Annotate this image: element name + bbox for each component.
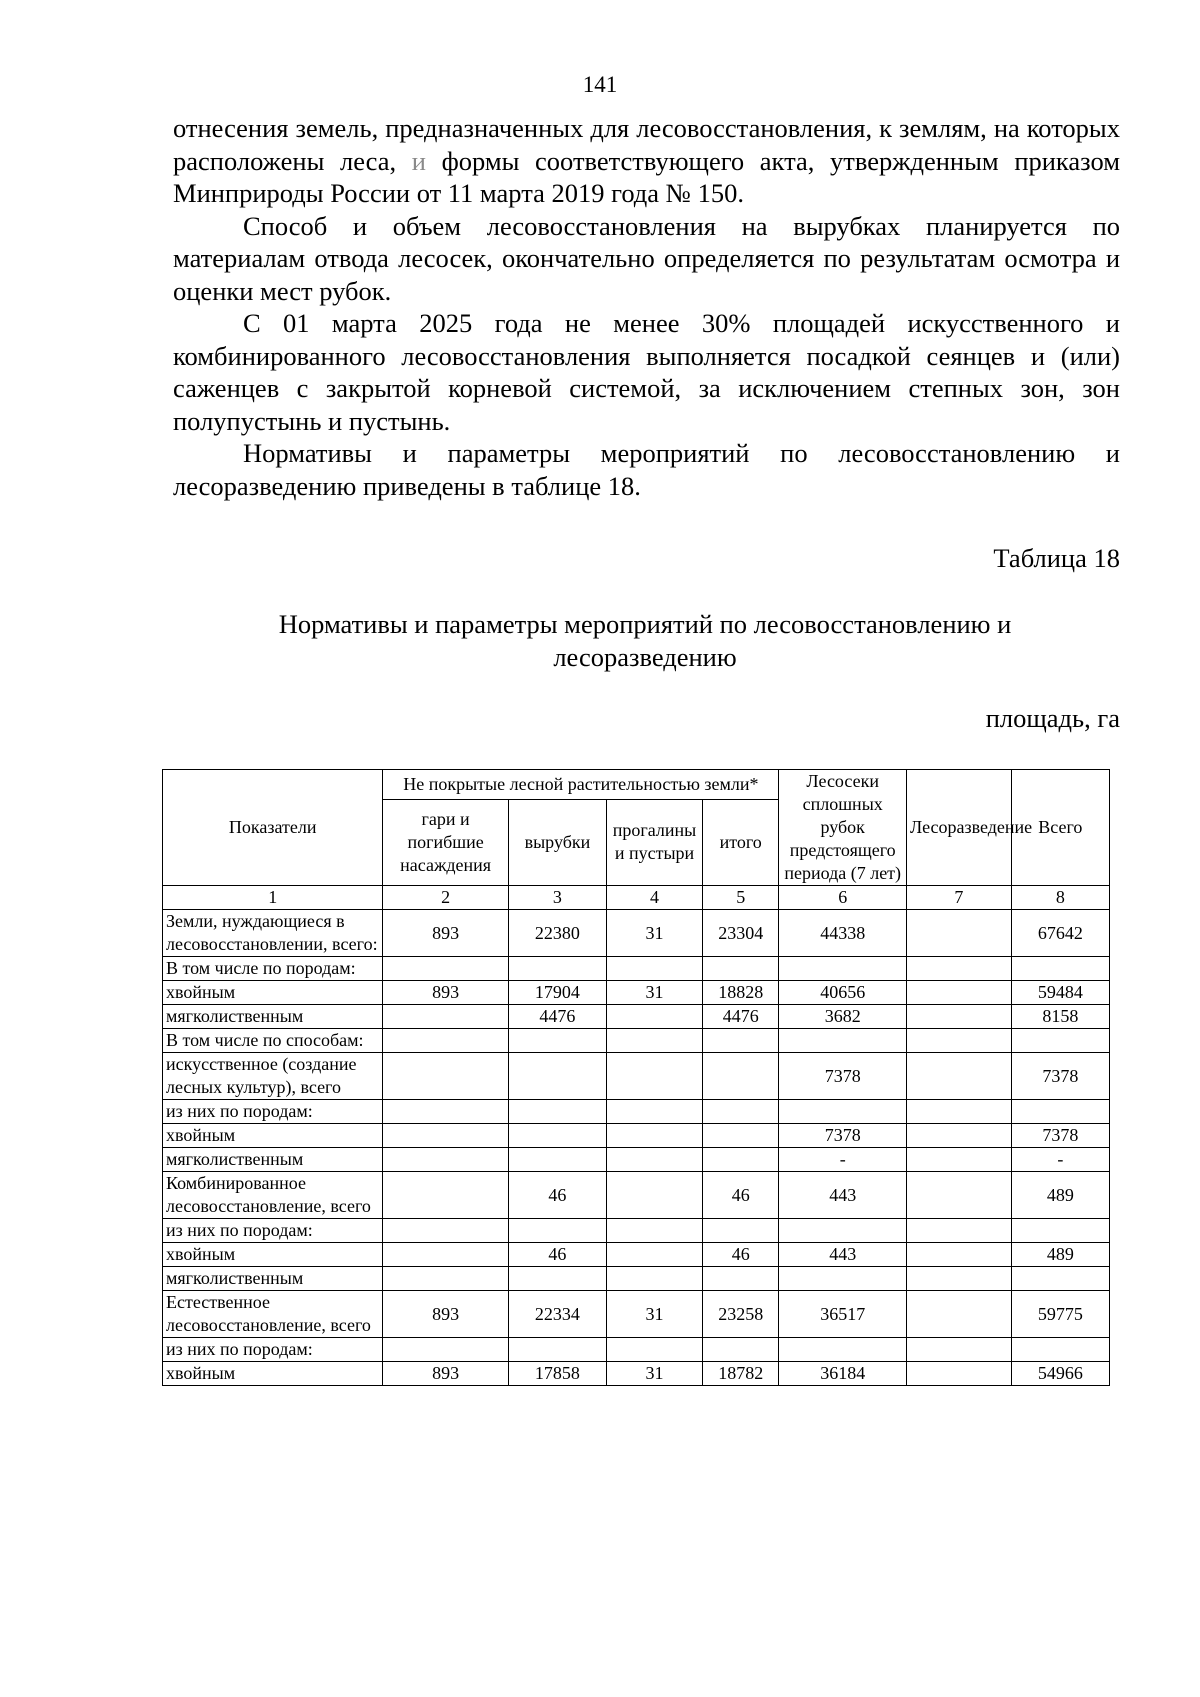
table-cell: 17858 (508, 1362, 606, 1386)
table-cell (703, 1124, 779, 1148)
table-cell: 893 (383, 1291, 508, 1338)
row-label: В том числе по породам: (163, 957, 383, 981)
table-row (163, 1053, 1110, 1100)
table-cell (1011, 1267, 1109, 1291)
row-label: В том числе по способам: (163, 1029, 383, 1053)
table-cell (1011, 1219, 1109, 1243)
table-label: Таблица 18 (993, 543, 1120, 573)
table-row (163, 1338, 1110, 1362)
table-row (163, 1148, 1110, 1172)
table-cell (508, 957, 606, 981)
table-cell: 31 (607, 1362, 703, 1386)
paragraph-1-part-c: формы соответствующего акта, утвержденным приказом Минприроды России от 11 марта 2019 года № 150. (173, 145, 1120, 208)
header-clearcuts: вырубки (508, 799, 606, 885)
table-cell (779, 1100, 907, 1124)
table-cell (607, 1100, 703, 1124)
table-cell: 893 (383, 1362, 508, 1386)
table-cell: 489 (1011, 1243, 1109, 1267)
row-label: Естественное лесовосстановление, всего (163, 1291, 383, 1338)
column-number-row (163, 886, 1110, 910)
table-cell (607, 1148, 703, 1172)
table-cell (907, 1338, 1012, 1362)
table-header (163, 770, 1110, 910)
table-cell: 67642 (1011, 910, 1109, 957)
row-label: из них по породам: (163, 1100, 383, 1124)
table-cell (607, 1172, 703, 1219)
table-cell (907, 1005, 1012, 1029)
table-row (163, 1219, 1110, 1243)
table-row (163, 981, 1110, 1005)
table-cell (907, 1124, 1012, 1148)
table-cell (383, 1219, 508, 1243)
table-cell (383, 957, 508, 981)
table-cell (703, 1029, 779, 1053)
table-cell (779, 1267, 907, 1291)
table-cell (607, 1219, 703, 1243)
column-number: 2 (383, 886, 508, 910)
table-cell (383, 1172, 508, 1219)
table-row (163, 1100, 1110, 1124)
paragraph-1 (173, 112, 1120, 210)
column-number: 5 (703, 886, 779, 910)
table-cell (383, 1100, 508, 1124)
table-cell: 7378 (1011, 1053, 1109, 1100)
table-cell (508, 1338, 606, 1362)
table-cell (907, 1243, 1012, 1267)
row-label: хвойным (163, 1362, 383, 1386)
paragraph-3: С 01 марта 2025 года не менее 30% площадей искусственного и комбинированного лесовосстановления выполняется посадкой сеянцев и (или) саженцев с закрытой корневой системой, за исключением степных зон, зон полупустынь и пустынь. (173, 308, 1120, 436)
table-cell (383, 1338, 508, 1362)
table-row (163, 1172, 1110, 1219)
reforestation-table (162, 769, 1110, 1386)
row-label: искусственное (создание лесных культур), всего (163, 1053, 383, 1100)
table-cell (703, 1338, 779, 1362)
table-cell (907, 1267, 1012, 1291)
table-cell (1011, 1029, 1109, 1053)
table-cell (607, 1053, 703, 1100)
table-cell: 4476 (703, 1005, 779, 1029)
table-cell (508, 1148, 606, 1172)
table-cell: 31 (607, 981, 703, 1005)
table-cell (508, 1219, 606, 1243)
table-cell (907, 981, 1012, 1005)
table-cell: 443 (779, 1172, 907, 1219)
table-cell (383, 1267, 508, 1291)
column-number: 1 (163, 886, 383, 910)
table-cell: 22334 (508, 1291, 606, 1338)
table-cell: 36517 (779, 1291, 907, 1338)
table-row (163, 1362, 1110, 1386)
table-cell (779, 1029, 907, 1053)
table-cell (383, 1005, 508, 1029)
table-row (163, 1291, 1110, 1338)
table-cell (508, 1053, 606, 1100)
table-cell: 46 (703, 1243, 779, 1267)
table-cell (779, 1219, 907, 1243)
table-cell (703, 1219, 779, 1243)
table-cell: 59775 (1011, 1291, 1109, 1338)
table-cell (383, 1148, 508, 1172)
table-cell: 22380 (508, 910, 606, 957)
table-cell: 7378 (1011, 1124, 1109, 1148)
table-row (163, 1243, 1110, 1267)
table-cell: 59484 (1011, 981, 1109, 1005)
table-cell: 23304 (703, 910, 779, 957)
table-cell: 18828 (703, 981, 779, 1005)
table-cell (383, 1053, 508, 1100)
table-cell: 23258 (703, 1291, 779, 1338)
header-burned: гари и погибшие насаждения (383, 799, 508, 885)
header-glades: прогалины и пустыри (607, 799, 703, 885)
table-cell (383, 1029, 508, 1053)
table-units: площадь, га (985, 703, 1120, 733)
table-cell: 18782 (703, 1362, 779, 1386)
table-cell (907, 1172, 1012, 1219)
table-cell (907, 910, 1012, 957)
table-cell (703, 1053, 779, 1100)
row-label: хвойным (163, 1243, 383, 1267)
table-row (163, 957, 1110, 981)
table-cell (703, 1100, 779, 1124)
table-cell (779, 957, 907, 981)
header-not-covered-group: Не покрытые лесной растительностью земли* (383, 770, 779, 800)
table-title-line-1: Нормативы и параметры мероприятий по лесовосстановлению и (278, 609, 1012, 639)
table-cell (907, 1029, 1012, 1053)
row-label: мягколиственным (163, 1005, 383, 1029)
table-cell (607, 957, 703, 981)
table-cell (1011, 1338, 1109, 1362)
table-body (163, 910, 1110, 1386)
table-row (163, 1124, 1110, 1148)
table-cell: 44338 (779, 910, 907, 957)
paragraph-1-conjunction: и (411, 145, 426, 176)
table-cell: - (779, 1148, 907, 1172)
table-cell (1011, 957, 1109, 981)
row-label: Земли, нуждающиеся в лесовосстановлении, всего: (163, 910, 383, 957)
table-cell: 46 (508, 1243, 606, 1267)
table-cell (607, 1005, 703, 1029)
table-cell: - (1011, 1148, 1109, 1172)
row-label: мягколиственным (163, 1267, 383, 1291)
table-cell: 46 (703, 1172, 779, 1219)
table-cell (607, 1124, 703, 1148)
row-label: хвойным (163, 1124, 383, 1148)
table-row (163, 1267, 1110, 1291)
paragraph-4: Нормативы и параметры мероприятий по лесовосстановлению и лесоразведению приведены в таблице 18. (173, 438, 1120, 501)
table-cell (508, 1124, 606, 1148)
table-cell: 36184 (779, 1362, 907, 1386)
column-number: 7 (907, 886, 1012, 910)
header-subtotal: итого (703, 799, 779, 885)
header-afforestation: Лесоразведение (907, 770, 1012, 886)
row-label: из них по породам: (163, 1338, 383, 1362)
column-number: 8 (1011, 886, 1109, 910)
table-cell (383, 1124, 508, 1148)
header-total: Всего (1011, 770, 1109, 886)
table-cell (508, 1267, 606, 1291)
table-cell: 7378 (779, 1124, 907, 1148)
table-cell: 8158 (1011, 1005, 1109, 1029)
table-cell: 893 (383, 910, 508, 957)
table-cell (779, 1338, 907, 1362)
header-indicators: Показатели (163, 770, 383, 886)
paragraph-1-part-a: отнесения земель, предназначенных для лесовосстановления, к землям, на которых расположены леса, (173, 113, 1120, 176)
table-cell (607, 1338, 703, 1362)
table-title (180, 608, 1110, 674)
table-cell: 46 (508, 1172, 606, 1219)
table-cell (607, 1267, 703, 1291)
table-cell: 31 (607, 910, 703, 957)
table-cell: 7378 (779, 1053, 907, 1100)
table-cell: 3682 (779, 1005, 907, 1029)
table-cell (907, 1291, 1012, 1338)
table-cell (607, 1029, 703, 1053)
paragraph-2: Способ и объем лесовосстановления на вырубках планируется по материалам отвода лесосек, окончательно определяется по результатам осмотра и оценки мест рубок. (173, 210, 1120, 306)
column-number: 4 (607, 886, 703, 910)
table-cell (907, 1053, 1012, 1100)
table-cell: 489 (1011, 1172, 1109, 1219)
table-cell: 31 (607, 1291, 703, 1338)
body-text (173, 112, 1120, 502)
row-label: из них по породам: (163, 1219, 383, 1243)
table-cell (508, 1029, 606, 1053)
table-cell: 443 (779, 1243, 907, 1267)
table-cell (1011, 1100, 1109, 1124)
table-cell: 17904 (508, 981, 606, 1005)
table-cell (703, 1267, 779, 1291)
table-cell (508, 1100, 606, 1124)
table-cell: 4476 (508, 1005, 606, 1029)
table-cell: 40656 (779, 981, 907, 1005)
table-cell (383, 1243, 508, 1267)
table-cell (703, 1148, 779, 1172)
table-cell (607, 1243, 703, 1267)
table-cell (907, 1219, 1012, 1243)
table-row (163, 1005, 1110, 1029)
column-number: 3 (508, 886, 606, 910)
column-number: 6 (779, 886, 907, 910)
row-label: мягколиственным (163, 1148, 383, 1172)
page-number: 141 (582, 72, 618, 97)
table-cell (907, 1148, 1012, 1172)
table-title-line-2: лесоразведению (553, 642, 737, 672)
table-row (163, 910, 1110, 957)
table-cell: 893 (383, 981, 508, 1005)
row-label: хвойным (163, 981, 383, 1005)
table-cell (907, 957, 1012, 981)
table-cell (703, 957, 779, 981)
table-row (163, 1029, 1110, 1053)
row-label: Комбинированное лесовосстановление, всего (163, 1172, 383, 1219)
header-felling-areas: Лесосеки сплошных рубок предстоящего периода (7 лет) (779, 770, 907, 886)
table-cell (907, 1100, 1012, 1124)
table-cell (907, 1362, 1012, 1386)
table-cell: 54966 (1011, 1362, 1109, 1386)
